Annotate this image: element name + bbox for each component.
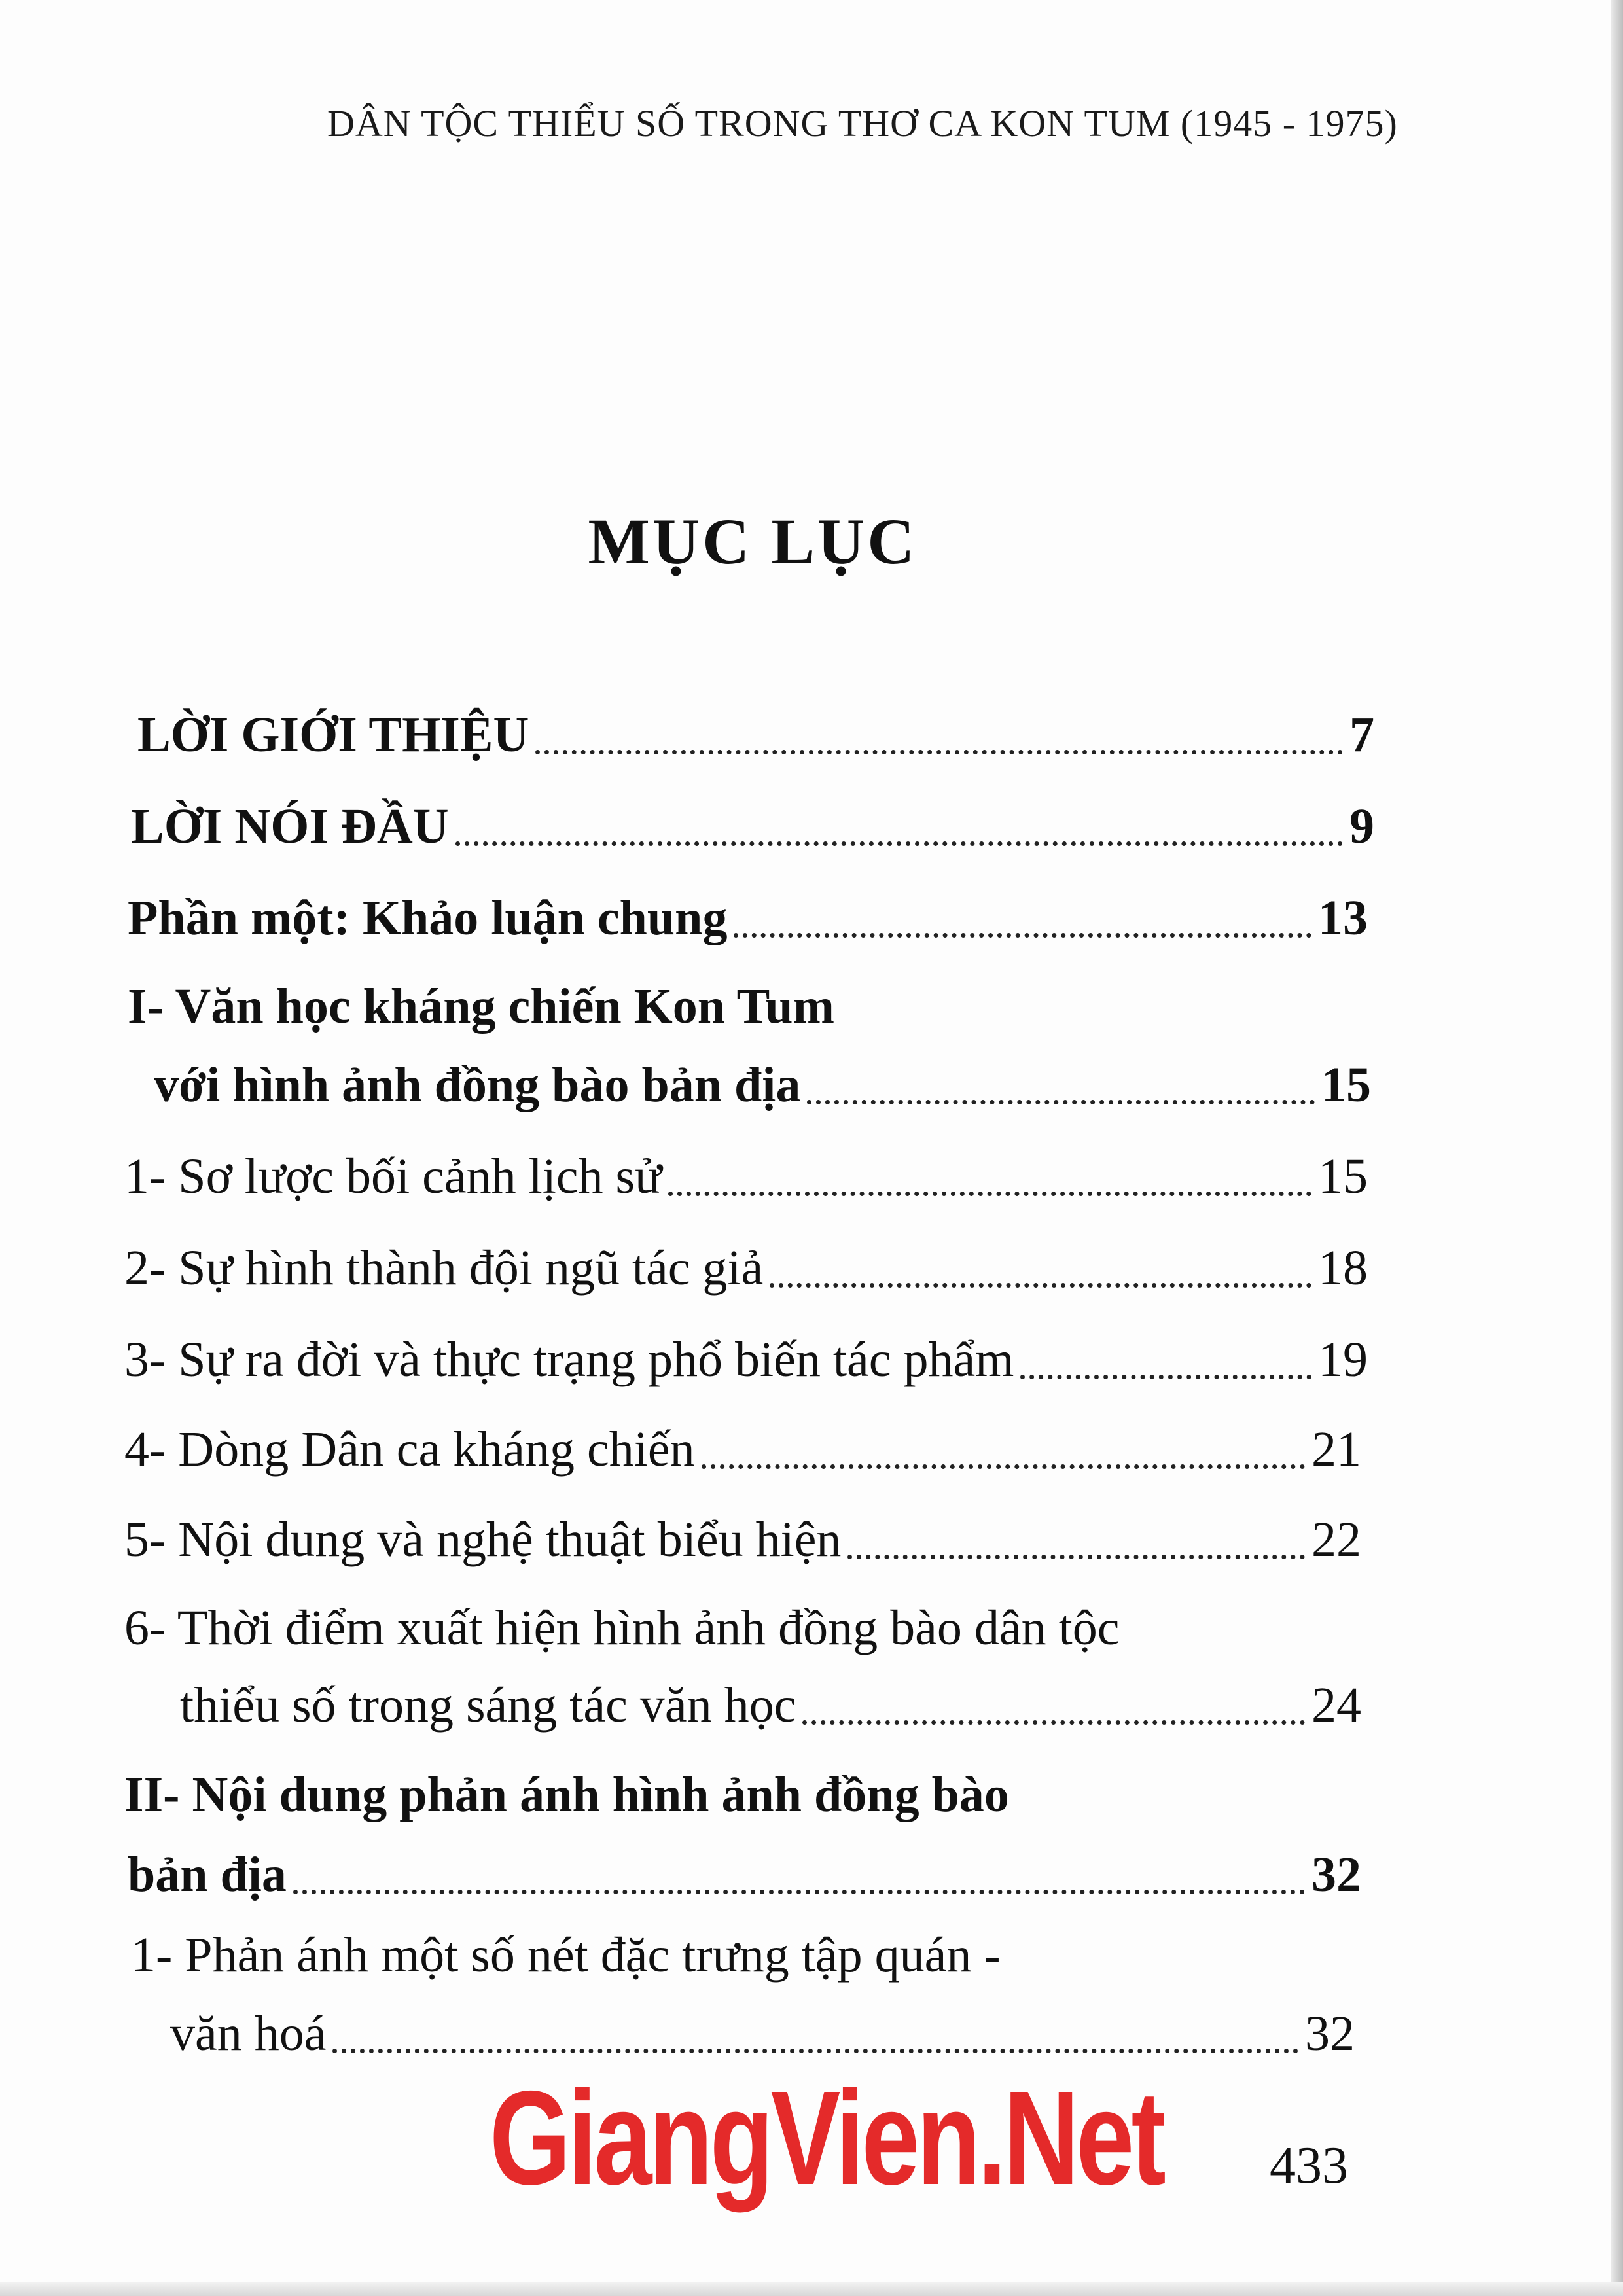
toc-entry-page: 15: [1318, 1149, 1368, 1204]
toc-entry-loi-gioi-thieu[interactable]: [137, 707, 1374, 764]
dot-leader: [802, 1720, 1305, 1725]
dot-leader: [668, 1192, 1311, 1196]
dot-leader: [293, 1890, 1305, 1894]
toc-entry-page: 18: [1318, 1241, 1368, 1296]
toc-entry-label: 3- Sự ra đời và thực trạng phổ biến tác phẩm: [124, 1332, 1014, 1387]
watermark-logo: GiangVien.Net: [490, 2063, 1164, 2213]
toc-entry-label-line2: thiểu số trong sáng tác văn học: [180, 1678, 796, 1733]
toc-entry-page: 32: [1311, 1847, 1361, 1902]
toc-entry-label-line2: với hình ảnh đồng bào bản địa: [154, 1057, 801, 1112]
toc-entry-page: 24: [1311, 1678, 1361, 1733]
dot-leader: [1020, 1375, 1311, 1379]
toc-entry-page: 15: [1321, 1057, 1371, 1112]
page-title: MỤC LỤC: [588, 505, 918, 578]
toc-entry-label: 2- Sự hình thành đội ngũ tác giả: [124, 1241, 764, 1296]
toc-entry-line2: [128, 1846, 1361, 1903]
toc-entry-loi-noi-dau[interactable]: [131, 798, 1374, 855]
toc-entry-page: 13: [1318, 891, 1368, 945]
toc-entry-muc-1-2[interactable]: [124, 1240, 1368, 1297]
dot-leader: [847, 1555, 1305, 1559]
toc-entry-line2: [154, 1057, 1371, 1114]
toc-entry-label-line1: I- Văn học kháng chiến Kon Tum: [128, 979, 834, 1034]
dot-leader: [455, 841, 1343, 846]
toc-entry-label: 5- Nội dung và nghệ thuật biểu hiện: [124, 1512, 842, 1567]
toc-entry-muc-1-3[interactable]: [124, 1332, 1368, 1388]
toc-entry-page: 22: [1311, 1512, 1361, 1567]
dot-leader: [770, 1283, 1311, 1288]
toc-entry-line2: [180, 1677, 1361, 1734]
toc-entry-muc-1-5[interactable]: [124, 1511, 1361, 1568]
toc-entry-muc-1-1[interactable]: [124, 1148, 1368, 1205]
toc-entry-page: 9: [1349, 799, 1374, 854]
toc-entry-label-line2: bản địa: [128, 1847, 287, 1902]
toc-entry-label: 1- Sơ lược bối cảnh lịch sử: [124, 1149, 662, 1204]
toc-entry-label: Phần một: Khảo luận chung: [128, 891, 728, 945]
toc-entry-page: 7: [1349, 707, 1374, 762]
running-header: DÂN TỘC THIỂU SỐ TRONG THƠ CA KON TUM (1945 - 1975): [327, 102, 1398, 145]
dot-leader: [702, 1464, 1305, 1469]
toc-entry-muc-1-4[interactable]: [124, 1421, 1361, 1478]
page-number: 433: [1270, 2137, 1348, 2195]
toc-entry-label-line1: II- Nội dung phản ánh hình ảnh đồng bào: [124, 1767, 1009, 1822]
toc-entry-page: 32: [1305, 2006, 1355, 2061]
scan-edge-bottom: [0, 2282, 1623, 2296]
toc-entry-label-line2: văn hoá: [170, 2006, 327, 2061]
dot-leader: [807, 1100, 1315, 1104]
toc-entry-label: 4- Dòng Dân ca kháng chiến: [124, 1422, 695, 1477]
toc-entry-phan-mot[interactable]: [128, 890, 1368, 947]
toc-entry-page: 21: [1311, 1422, 1361, 1477]
toc-entry-label-line1: 1- Phản ánh một số nét đặc trưng tập quán -: [131, 1928, 1001, 1983]
toc-entry-label-line1: 6- Thời điểm xuất hiện hình ảnh đồng bào dân tộc: [124, 1600, 1120, 1655]
scan-edge-right: [1611, 0, 1623, 2296]
dot-leader: [535, 750, 1343, 754]
toc-entry-label: LỜI NÓI ĐẦU: [131, 799, 449, 854]
toc-entry-label: LỜI GIỚI THIỆU: [137, 707, 529, 762]
toc-entry-line2: [170, 2005, 1355, 2062]
dot-leader: [734, 933, 1311, 938]
dot-leader: [332, 2049, 1298, 2053]
toc-entry-page: 19: [1318, 1332, 1368, 1387]
